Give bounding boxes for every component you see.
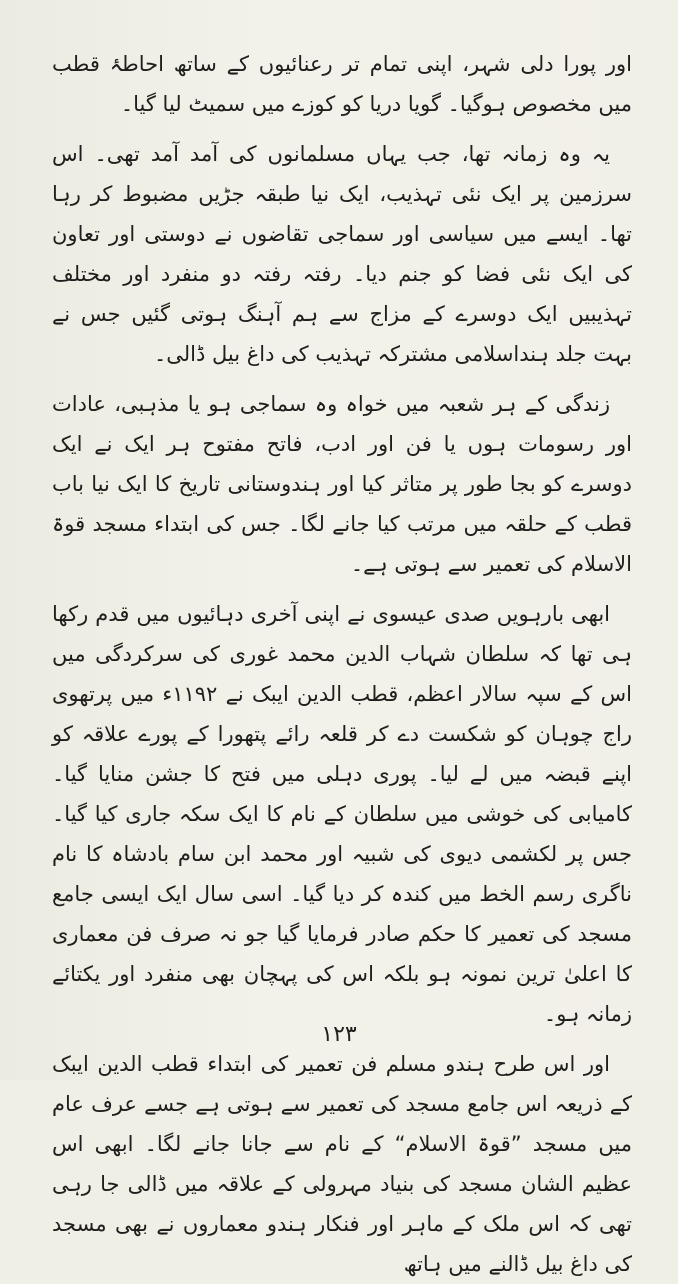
body-text — [52, 44, 632, 1284]
paragraph-1: اور پورا دلی شہر، اپنی تمام تر رعنائیوں کے ساتھ احاطۂ قطب میں مخصوص ہوگیا۔ گویا دریا کو کوزے میں سمیٹ لیا گیا۔ — [52, 52, 632, 116]
page-number: ۱۲۳ — [321, 1022, 357, 1047]
paragraph-2: یہ وہ زمانہ تھا، جب یہاں مسلمانوں کی آمد آمد تھی۔ اس سرزمین پر ایک نئی تہذیب، ایک نیا طبقہ جڑیں مضبوط کر رہا تھا۔ ایسے میں سیاسی اور سماجی تقاضوں نے دوستی اور تعاون کی ایک نئی فضا کو جنم دیا۔ رفتہ رفتہ دو منفرد اور مختلف تہذیبیں ایک دوسرے کے مزاج سے ہم آہنگ ہوتی گئیں جس نے بہت جلد ہنداسلامی مشترکہ تہذیب کی داغ بیل ڈالی۔ — [52, 142, 632, 366]
paragraph-5: اور اس طرح ہندو مسلم فن تعمیر کی ابتداء قطب الدین ایبک کے ذریعہ اس جامع مسجد کی تعمیر سے ہوتی ہے جسے عرف عام میں مسجد ”قوۃ الاسلام“ کے نام سے جانا جانے لگا۔ ابھی اس عظیم الشان مسجد کی بنیاد مہرولی کے علاقہ میں ڈالی جا رہی تھی کہ اس ملک کے ماہر اور فنکار ہندو معماروں نے بھی مسجد کی داغ بیل ڈالنے میں ہاتھ — [52, 1052, 632, 1276]
paragraph-4: ابھی بارہویں صدی عیسوی نے اپنی آخری دہائیوں میں قدم رکھا ہی تھا کہ سلطان شہاب الدین محمد غوری کی سرکردگی میں اس کے سپہ سالار اعظم، قطب الدین ایبک نے ۱۱۹۲ء میں پرتھوی راج چوہان کو شکست دے کر قلعہ رائے پتھورا کے پورے علاقہ کو اپنے قبضہ میں لے لیا۔ پوری دہلی میں فتح کا جشن منایا گیا۔ کامیابی کی خوشی میں سلطان کے نام کا ایک سکہ جاری کیا گیا۔ جس پر لکشمی دیوی کی شبیہ اور محمد ابن سام بادشاہ کا نام ناگری رسم الخط میں کندہ کر دیا گیا۔ اسی سال ایک ایسی جامع مسجد کی تعمیر کا حکم صادر فرمایا گیا جو نہ صرف فن معماری کا اعلیٰ ترین نمونہ ہو بلکہ اس کی پہچان بھی منفرد اور یکتائے زمانہ ہو۔ — [52, 602, 632, 1026]
paragraph-3: زندگی کے ہر شعبہ میں خواہ وہ سماجی ہو یا مذہبی، عادات اور رسومات ہوں یا فن اور ادب، فاتح مفتوح ہر ایک نے ایک دوسرے کو بجا طور پر متاثر کیا اور ہندوستانی تاریخ کا ایک نیا باب قطب کے حلقہ میں مرتب کیا جانے لگا۔ جس کی ابتداء مسجد قوۃ الاسلام کی تعمیر سے ہوتی ہے۔ — [52, 392, 632, 576]
